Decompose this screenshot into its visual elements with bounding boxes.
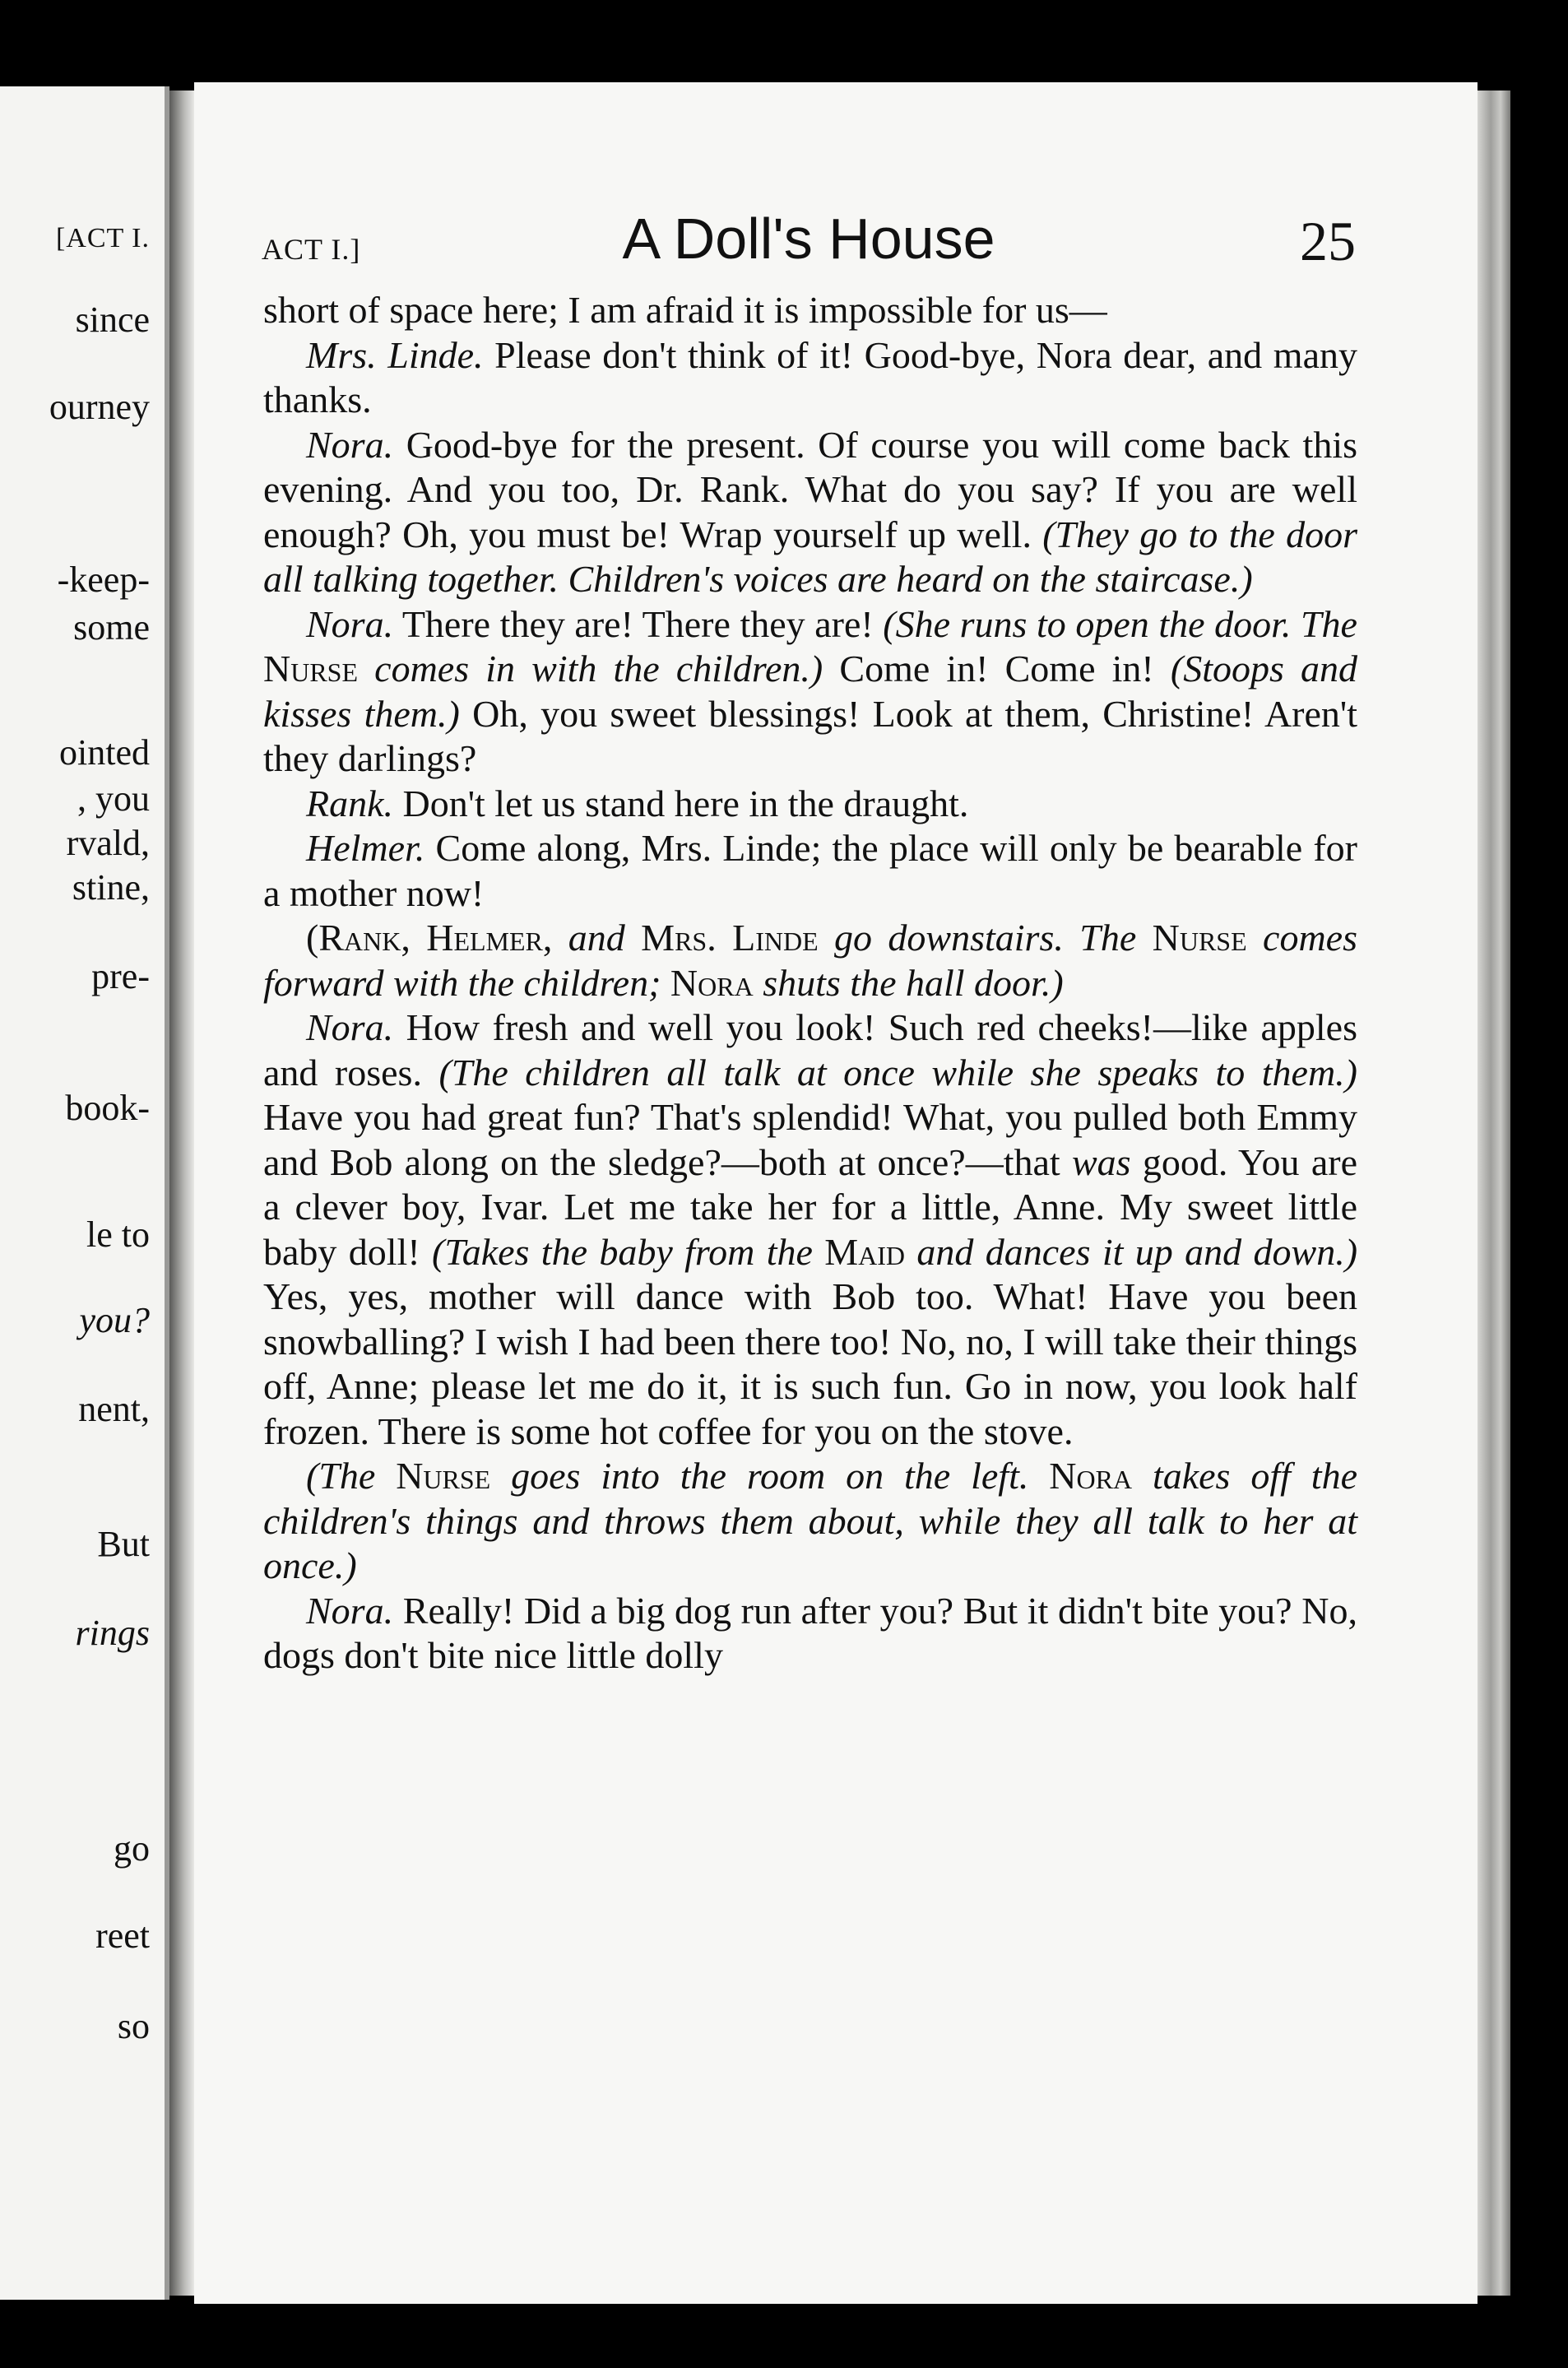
paragraph: Nora. How fresh and well you look! Such red cheeks!—like apples and roses. (The children all talk at once while she speaks to them.) Have you had great fun? That's splendid! What, you pulled both Emmy and Bob along on the sledge?—both at once?—that was good. You are a clever boy, Ivar. Let me take her for a little, Anne. My sweet little baby doll! (Takes the baby from the Maid and dances it up and down.) Yes, yes, mother will dance with Bob too. What! Have you been snowballing? I wish I had been there too! No, no, I will take their things off, Anne; please let me do it, it is such fun. Go in now, you look half frozen. There is some hot coffee for you on the stove. xyxy=(263,1006,1358,1452)
left-fragment: since xyxy=(75,299,150,340)
stage-direction: (She runs to open the door. The Nurse comes in with the children.) xyxy=(263,602,1357,690)
left-fragment: rvald, xyxy=(66,823,150,863)
book-gutter xyxy=(169,91,194,2296)
paragraph: Rank. Don't let us stand here in the draught. xyxy=(306,782,969,824)
speaker-name: Nora. xyxy=(306,423,394,466)
speaker-name: Helmer. xyxy=(306,827,425,869)
paragraph: Nora. Really! Did a big dog run after you? But it didn't bite you? No, dogs don't bite nice little dolly xyxy=(263,1589,1357,1676)
stage-direction-paragraph: (Rank, Helmer, and Mrs. Linde go downstairs. The Nurse comes forward with the children; Nora shuts the hall door.) xyxy=(263,917,1357,1004)
paragraph: Nora. Good-bye for the present. Of course you will come back this evening. And you too, Dr. Rank. What do you say? If you are well enough? Oh, you must be! Wrap yourself up well. (They go to the door all talking together. Children's voices are heard on the staircase.) xyxy=(263,423,1357,600)
left-fragment: so xyxy=(117,2006,150,2046)
act-label: ACT I.] xyxy=(262,233,361,266)
left-fragment: book- xyxy=(65,1088,150,1128)
left-fragment: stine, xyxy=(72,867,150,908)
left-fragment: pre- xyxy=(91,956,150,996)
stage-direction: (Stoops and kisses them.) xyxy=(263,648,1358,735)
stage-direction-paragraph: (The Nurse goes into the room on the left. Nora takes off the children's things and throws them about, while they all talk to her at once.) xyxy=(263,1455,1357,1586)
left-fragment: some xyxy=(73,607,150,648)
body-text xyxy=(263,288,1357,1678)
paragraph: Nora. There they are! There they are! (She runs to open the door. The Nurse comes in with the children.) Come in! Come in! (Stoops and kisses them.) Oh, you sweet blessings! Look at them, Christine! Aren't they darlings? xyxy=(263,602,1358,779)
page-number: 25 xyxy=(1300,210,1356,272)
left-page-header: [ACT I. xyxy=(55,223,150,253)
left-fragment: But xyxy=(97,1524,150,1564)
left-fragment: rings xyxy=(75,1613,150,1653)
page-edges xyxy=(1478,91,1510,2296)
right-page xyxy=(194,82,1478,2304)
page-title: A Doll's House xyxy=(622,207,995,271)
stage-direction: (The children all talk at once while she speaks to them.) xyxy=(438,1051,1357,1093)
left-fragment: go xyxy=(114,1828,150,1869)
running-header xyxy=(262,206,1356,280)
speaker-name: Mrs. Linde. xyxy=(306,333,484,376)
left-fragment: ourney xyxy=(49,387,150,427)
left-fragment: reet xyxy=(95,1915,150,1956)
paragraph: Helmer. Come along, Mrs. Linde; the place will only be bearable for a mother now! xyxy=(263,827,1357,914)
left-fragment: nent, xyxy=(78,1389,150,1429)
stage-direction: (Takes the baby from the Maid and dances it up and down.) xyxy=(432,1230,1358,1273)
left-fragment: you? xyxy=(79,1300,150,1340)
left-fragment: -keep- xyxy=(57,559,150,600)
speaker-name: Nora. xyxy=(306,1589,394,1632)
paragraph: short of space here; I am afraid it is impossible for us— xyxy=(263,289,1107,331)
speaker-name: Rank. xyxy=(306,782,394,824)
speaker-name: Nora. xyxy=(306,1006,394,1048)
left-fragment: le to xyxy=(86,1214,150,1255)
left-fragment: , you xyxy=(77,778,150,819)
paragraph: Mrs. Linde. Please don't think of it! Good-bye, Nora dear, and many thanks. xyxy=(263,333,1357,420)
left-fragment: ointed xyxy=(59,732,150,773)
stage-direction: (They go to the door all talking together. Children's voices are heard on the staircase.) xyxy=(263,513,1357,600)
speaker-name: Nora. xyxy=(306,602,394,645)
left-facing-page xyxy=(0,86,169,2300)
